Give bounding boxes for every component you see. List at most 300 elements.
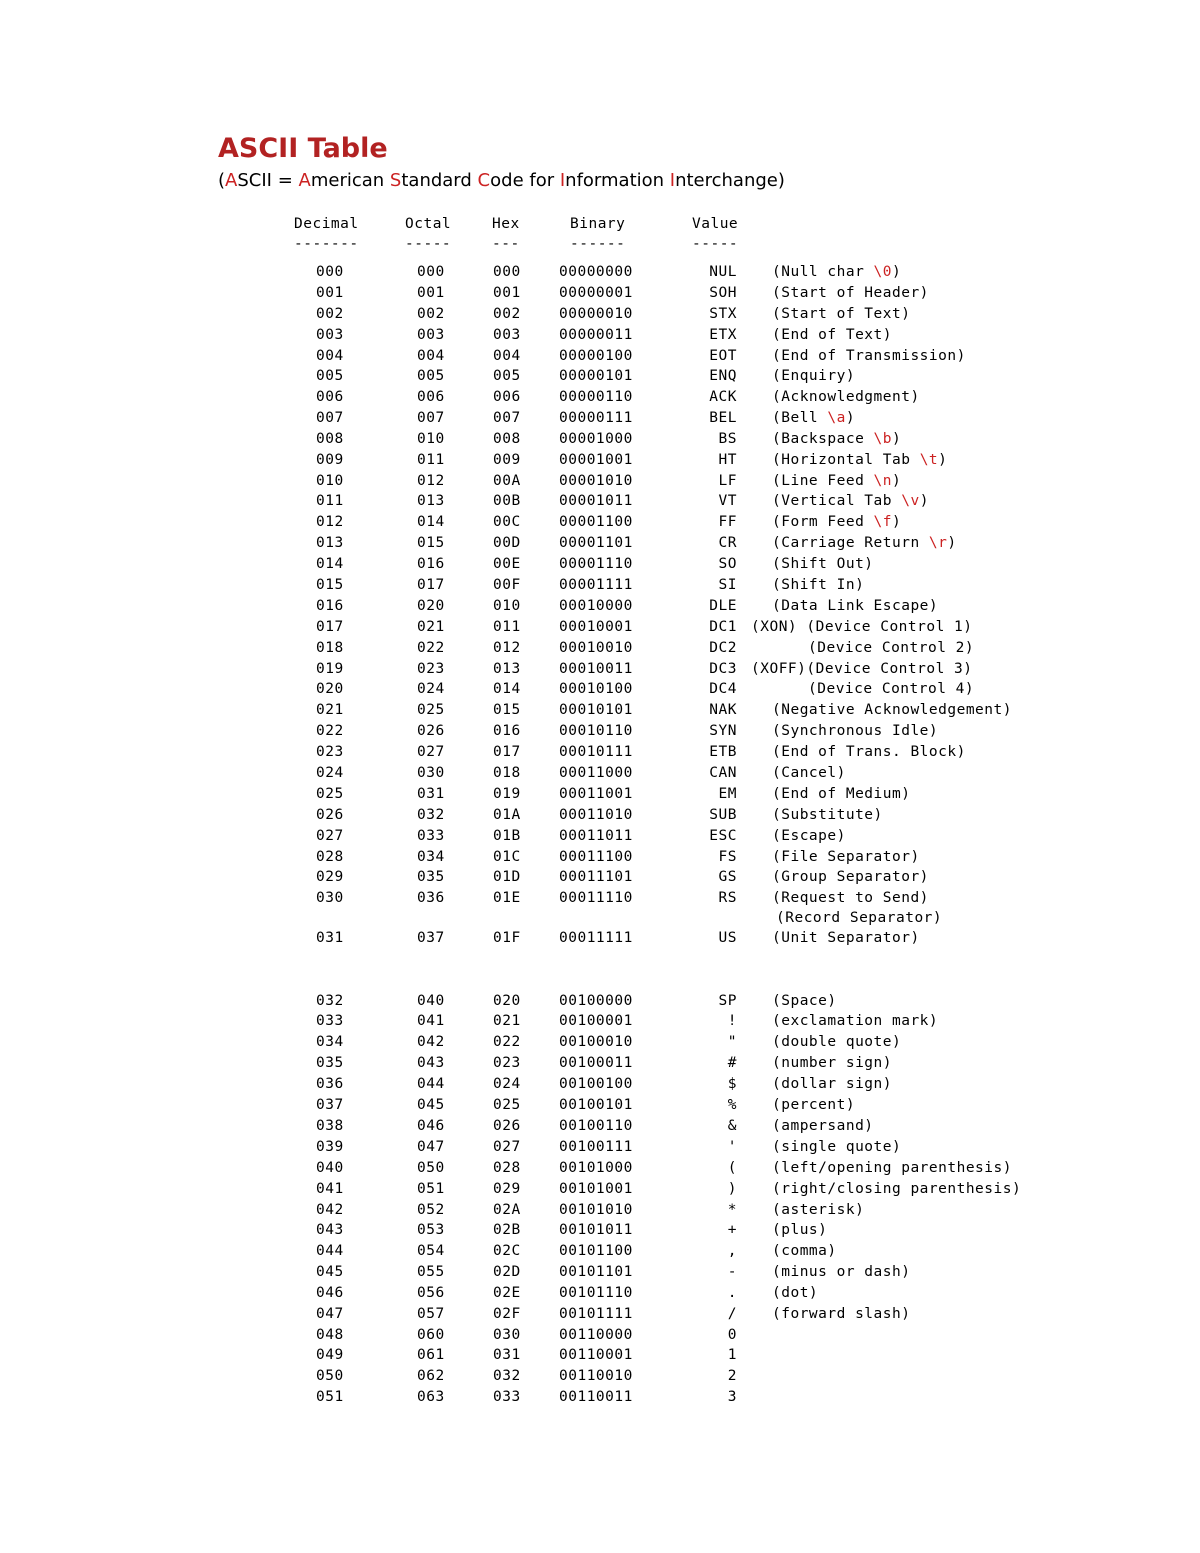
value-cell: FS [718,849,737,865]
value-cell: & [727,1118,737,1134]
description-text: (File Separator) [772,849,920,865]
header-octal: Octal [405,216,452,232]
octal-cell: 043 [417,1055,445,1071]
description-text: (Carriage Return [772,535,929,551]
hex-cell: 033 [493,1389,521,1405]
binary-cell: 00100101 [559,1097,633,1113]
octal-cell: 044 [417,1076,445,1092]
hex-cell: 02F [493,1306,521,1322]
hex-cell: 011 [493,619,521,635]
binary-cell: 00011000 [559,765,633,781]
decimal-cell: 032 [316,993,344,1009]
description-text: (Negative Acknowledgement) [772,702,1012,718]
octal-cell: 006 [417,389,445,405]
value-cell: ETB [709,744,737,760]
decimal-cell: 020 [316,681,344,697]
description-tail: ) [919,493,929,509]
hex-cell: 01C [493,849,521,865]
description-text: (left/opening parenthesis) [772,1160,1012,1176]
header-binary: Binary [570,216,626,232]
table-row [0,1160,1200,1180]
octal-cell: 007 [417,410,445,426]
hex-cell: 018 [493,765,521,781]
value-cell: NUL [709,264,737,280]
binary-cell: 00100011 [559,1055,633,1071]
description-tail: ) [892,514,902,530]
octal-cell: 060 [417,1327,445,1343]
octal-cell: 023 [417,661,445,677]
description-text: (Null char [772,264,874,280]
table-row [0,869,1200,889]
octal-cell: 042 [417,1034,445,1050]
table-row [0,1055,1200,1075]
binary-cell: 00001001 [559,452,633,468]
value-cell: FF [718,514,737,530]
decimal-cell: 043 [316,1222,344,1238]
table-row [0,723,1200,743]
description-cell [772,1139,901,1155]
decimal-cell: 035 [316,1055,344,1071]
value-cell: RS [718,890,737,906]
description-cell [772,1013,938,1029]
description-text: (asterisk) [772,1202,865,1218]
hex-cell: 032 [493,1368,521,1384]
description-text: (End of Transmission) [772,348,966,364]
description-cell [772,452,947,468]
hex-cell: 01B [493,828,521,844]
description-cell [772,849,920,865]
decimal-cell: 028 [316,849,344,865]
value-cell: DC2 [709,640,737,656]
hex-cell: 022 [493,1034,521,1050]
decimal-cell: 019 [316,661,344,677]
octal-cell: 057 [417,1306,445,1322]
description-text: (exclamation mark) [772,1013,939,1029]
description-text: (right/closing parenthesis) [772,1181,1022,1197]
binary-cell: 00101000 [559,1160,633,1176]
value-cell: EOT [709,348,737,364]
hex-cell: 030 [493,1327,521,1343]
table-row [0,598,1200,618]
description-cell [772,786,910,802]
hex-cell: 00D [493,535,521,551]
description-text: (Substitute) [772,807,883,823]
binary-cell: 00011011 [559,828,633,844]
decimal-cell: 039 [316,1139,344,1155]
description-text: (Line Feed [772,473,874,489]
description-cell [772,1285,818,1301]
octal-cell: 005 [417,368,445,384]
binary-cell: 00101111 [559,1306,633,1322]
subtitle-word: SCII [237,170,272,191]
hex-cell: 01A [493,807,521,823]
table-row [0,1034,1200,1054]
page-subtitle [218,170,785,191]
description-text: (Shift In) [772,577,865,593]
description-tail: ) [938,452,948,468]
binary-cell: 00011110 [559,890,633,906]
octal-cell: 026 [417,723,445,739]
decimal-cell: 027 [316,828,344,844]
binary-cell: 00110001 [559,1347,633,1363]
octal-cell: 027 [417,744,445,760]
hex-cell: 016 [493,723,521,739]
decimal-cell: 008 [316,431,344,447]
description-cell [772,535,957,551]
description-tail: ) [892,473,902,489]
hex-cell: 00B [493,493,521,509]
decimal-cell: 006 [316,389,344,405]
description-text: (dot) [772,1285,819,1301]
description-text: (Vertical Tab [772,493,902,509]
hex-cell: 012 [493,640,521,656]
description-cell [772,702,1012,718]
description-text: (Group Separator) [772,869,929,885]
value-cell: HT [718,452,737,468]
table-row [0,1389,1200,1409]
subtitle-close-paren: ) [777,170,785,191]
table-row [0,640,1200,660]
binary-cell: 00001111 [559,577,633,593]
table-row [0,452,1200,472]
binary-cell: 00011001 [559,786,633,802]
octal-cell: 063 [417,1389,445,1405]
binary-cell: 00000111 [559,410,633,426]
value-cell: SYN [709,723,737,739]
value-cell: - [727,1264,737,1280]
octal-cell: 025 [417,702,445,718]
table-row [0,1264,1200,1284]
subtitle-word: merican [310,170,390,191]
subtitle-initial: A [225,170,238,191]
octal-cell: 037 [417,930,445,946]
decimal-cell: 047 [316,1306,344,1322]
binary-cell: 00000100 [559,348,633,364]
header-rule-hex: --- [492,236,520,252]
binary-cell: 00011101 [559,869,633,885]
table-row [0,389,1200,409]
subtitle-initial: S [389,170,402,191]
table-row [0,1202,1200,1222]
value-cell: ' [727,1139,737,1155]
description-cell [751,661,973,677]
decimal-cell: 044 [316,1243,344,1259]
decimal-cell: 017 [316,619,344,635]
octal-cell: 036 [417,890,445,906]
hex-cell: 02E [493,1285,521,1301]
table-row [0,431,1200,451]
table-row [0,327,1200,347]
octal-cell: 054 [417,1243,445,1259]
description-cell [772,807,883,823]
decimal-cell: 005 [316,368,344,384]
header-rule-binary: ------ [570,236,626,252]
value-cell: ETX [709,327,737,343]
table-row [0,1139,1200,1159]
description-text: (plus) [772,1222,828,1238]
octal-cell: 047 [417,1139,445,1155]
value-cell: SO [718,556,737,572]
octal-cell: 040 [417,993,445,1009]
description-continuation: (Record Separator) [776,910,943,926]
octal-cell: 020 [417,598,445,614]
table-row [0,1097,1200,1117]
hex-cell: 00A [493,473,521,489]
decimal-cell: 016 [316,598,344,614]
decimal-cell: 001 [316,285,344,301]
binary-cell: 00101110 [559,1285,633,1301]
hex-cell: 00C [493,514,521,530]
description-text: (single quote) [772,1139,902,1155]
table-row [0,1285,1200,1305]
table-row [0,993,1200,1013]
value-cell: . [727,1285,737,1301]
description-text: (Cancel) [772,765,846,781]
description-text: (minus or dash) [772,1264,911,1280]
binary-cell: 00001110 [559,556,633,572]
binary-cell: 00100001 [559,1013,633,1029]
hex-cell: 013 [493,661,521,677]
description-tail: ) [947,535,957,551]
value-cell: 1 [727,1347,737,1363]
binary-cell: 00000010 [559,306,633,322]
value-cell: 2 [727,1368,737,1384]
description-text: (XON) (Device Control 1) [751,619,973,635]
value-cell: LF [718,473,737,489]
decimal-cell: 037 [316,1097,344,1113]
description-text: (Synchronous Idle) [772,723,939,739]
hex-cell: 031 [493,1347,521,1363]
value-cell: DC3 [709,661,737,677]
table-row [0,556,1200,576]
hex-cell: 024 [493,1076,521,1092]
octal-cell: 031 [417,786,445,802]
table-row [0,702,1200,722]
binary-cell: 00101101 [559,1264,633,1280]
table-row [0,744,1200,764]
binary-cell: 00010101 [559,702,633,718]
decimal-cell: 049 [316,1347,344,1363]
value-cell: ) [727,1181,737,1197]
binary-cell: 00101001 [559,1181,633,1197]
decimal-cell: 051 [316,1389,344,1405]
description-cell [772,1181,1021,1197]
binary-cell: 00000000 [559,264,633,280]
description-cell [772,348,966,364]
value-cell: ESC [709,828,737,844]
value-cell: , [727,1243,737,1259]
decimal-cell: 004 [316,348,344,364]
binary-cell: 00011100 [559,849,633,865]
binary-cell: 00001101 [559,535,633,551]
hex-cell: 00E [493,556,521,572]
description-text: (comma) [772,1243,837,1259]
escape-sequence: \v [901,493,920,509]
description-cell [772,306,910,322]
description-cell [808,681,974,697]
value-cell: * [727,1202,737,1218]
description-text: (Enquiry) [772,368,856,384]
table-row [0,285,1200,305]
decimal-cell: 012 [316,514,344,530]
description-tail: ) [845,410,856,426]
subtitle-word: nterchange [675,170,778,191]
binary-cell: 00000110 [559,389,633,405]
binary-cell: 00001000 [559,431,633,447]
hex-cell: 01D [493,869,521,885]
header-rule-value: ----- [692,236,739,252]
table-row [0,577,1200,597]
description-cell [772,1097,855,1113]
description-text: (Horizontal Tab [772,452,920,468]
octal-cell: 002 [417,306,445,322]
value-cell: SP [718,993,737,1009]
description-text: (Start of Header) [772,285,929,301]
description-cell [772,930,920,946]
octal-cell: 013 [417,493,445,509]
hex-cell: 003 [493,327,521,343]
value-cell: " [727,1034,737,1050]
description-cell [772,431,901,447]
description-cell [772,890,929,906]
description-text: (Shift Out) [772,556,874,572]
binary-cell: 00100111 [559,1139,633,1155]
hex-cell: 02C [493,1243,521,1259]
hex-cell: 00F [493,577,521,593]
table-row [0,1118,1200,1138]
description-cell [772,410,855,426]
decimal-cell: 003 [316,327,344,343]
octal-cell: 015 [417,535,445,551]
description-cell [772,556,874,572]
description-cell [772,577,864,593]
description-text: (Device Control 4) [808,681,975,697]
description-cell [772,1034,901,1050]
table-row [0,1222,1200,1242]
table-row [0,930,1200,950]
decimal-cell: 030 [316,890,344,906]
decimal-cell: 007 [316,410,344,426]
description-cell [772,1222,827,1238]
binary-cell: 00010000 [559,598,633,614]
octal-cell: 032 [417,807,445,823]
decimal-cell: 040 [316,1160,344,1176]
hex-cell: 026 [493,1118,521,1134]
binary-cell: 00101100 [559,1243,633,1259]
table-row [0,1347,1200,1367]
description-cell [772,723,938,739]
value-cell: SUB [709,807,737,823]
table-row [0,473,1200,493]
decimal-cell: 009 [316,452,344,468]
binary-cell: 00001010 [559,473,633,489]
hex-cell: 006 [493,389,521,405]
subtitle-initial: C [477,170,491,191]
octal-cell: 055 [417,1264,445,1280]
description-cell [772,1160,1012,1176]
description-cell [772,828,846,844]
decimal-cell: 010 [316,473,344,489]
description-cell [772,514,901,530]
octal-cell: 035 [417,869,445,885]
hex-cell: 014 [493,681,521,697]
octal-cell: 061 [417,1347,445,1363]
table-row [0,849,1200,869]
description-text: (Device Control 2) [808,640,975,656]
octal-cell: 050 [417,1160,445,1176]
description-cell [808,640,974,656]
value-cell: STX [709,306,737,322]
decimal-cell: 045 [316,1264,344,1280]
description-cell [772,473,901,489]
octal-cell: 014 [417,514,445,530]
hex-cell: 027 [493,1139,521,1155]
octal-cell: 017 [417,577,445,593]
hex-cell: 007 [493,410,521,426]
value-cell: DC1 [709,619,737,635]
description-cell [772,368,855,384]
decimal-cell: 023 [316,744,344,760]
value-cell: ! [727,1013,737,1029]
hex-cell: 02D [493,1264,521,1280]
table-row [0,1076,1200,1096]
decimal-cell: 014 [316,556,344,572]
binary-cell: 00010100 [559,681,633,697]
description-cell [751,619,973,635]
binary-cell: 00000101 [559,368,633,384]
value-cell: 0 [727,1327,737,1343]
binary-cell: 00110010 [559,1368,633,1384]
table-row [0,807,1200,827]
value-cell: DC4 [709,681,737,697]
octal-cell: 011 [417,452,445,468]
decimal-cell: 046 [316,1285,344,1301]
decimal-cell: 034 [316,1034,344,1050]
binary-cell: 00010111 [559,744,633,760]
hex-cell: 028 [493,1160,521,1176]
table-row [0,1368,1200,1388]
description-cell [772,1243,837,1259]
value-cell: CAN [709,765,737,781]
binary-cell: 00101010 [559,1202,633,1218]
hex-cell: 023 [493,1055,521,1071]
hex-cell: 02B [493,1222,521,1238]
octal-cell: 062 [417,1368,445,1384]
value-cell: 3 [727,1389,737,1405]
description-text: (dollar sign) [772,1076,892,1092]
value-cell: SOH [709,285,737,301]
description-cell [772,327,892,343]
hex-cell: 019 [493,786,521,802]
decimal-cell: 022 [316,723,344,739]
header-rule-octal: ----- [405,236,452,252]
subtitle-word: ode for [490,170,560,191]
description-cell [772,598,938,614]
octal-cell: 052 [417,1202,445,1218]
description-tail: ) [892,431,902,447]
description-cell [772,264,901,280]
table-row [0,890,1200,926]
hex-cell: 001 [493,285,521,301]
table-row [0,410,1200,430]
description-text: (percent) [772,1097,856,1113]
description-text: (Request to Send) [772,890,929,906]
table-row [0,1243,1200,1263]
escape-sequence: \t [919,452,939,468]
decimal-cell: 025 [316,786,344,802]
octal-cell: 021 [417,619,445,635]
subtitle-word: nformation [565,170,670,191]
